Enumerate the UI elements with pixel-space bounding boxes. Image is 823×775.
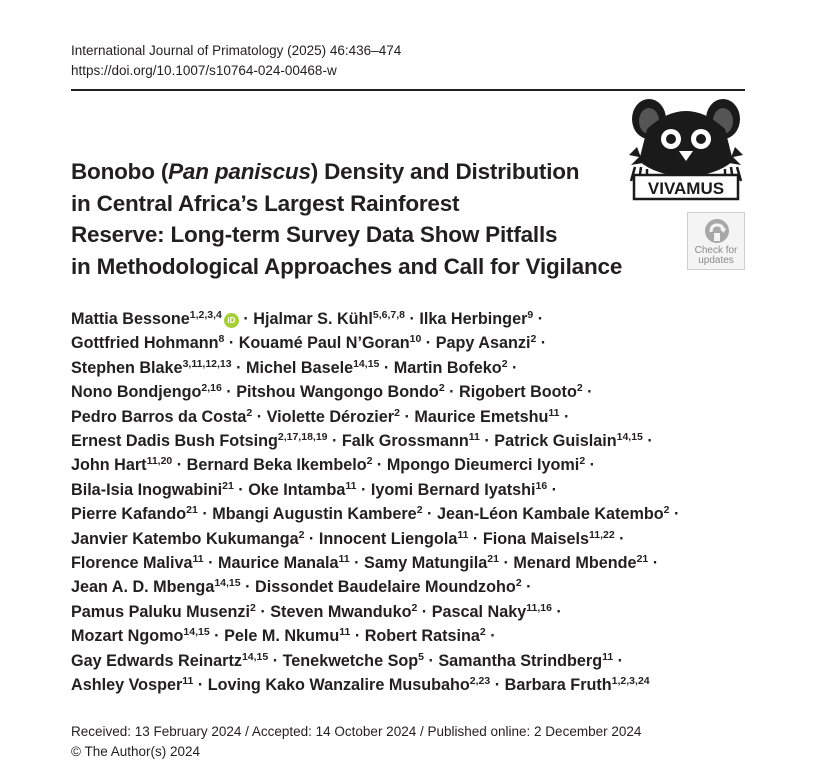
affiliation-marker[interactable]: 16 [535, 480, 548, 493]
author-separator: · [350, 627, 365, 646]
author-line [71, 453, 761, 477]
author-name[interactable]: Janvier Katembo Kukumanga [71, 529, 299, 548]
author-name[interactable]: Rigobert Booto [459, 383, 577, 402]
journal-citation [71, 41, 401, 81]
author-line [71, 600, 761, 624]
author-separator: · [405, 310, 420, 328]
vivamus-logo-text: VIVAMUS [647, 179, 725, 198]
author-line [71, 575, 761, 599]
affiliation-marker[interactable]: 14,15 [183, 626, 210, 639]
author-name[interactable]: Kouamé Paul N’Goran [238, 334, 410, 353]
author-name[interactable]: Fiona Maisels [482, 529, 589, 548]
journal-volume-line: International Journal of Primatology (2025) 46:436–474 [71, 43, 402, 58]
author-list [71, 307, 761, 698]
author-separator: · [255, 602, 271, 621]
author-separator: · [536, 334, 547, 353]
check-updates-label [688, 246, 744, 266]
article-title [71, 156, 631, 282]
author-name[interactable]: Pedro Barros da Costa [71, 407, 247, 426]
author-separator: · [209, 627, 225, 646]
affiliation-marker[interactable]: 11 [345, 480, 357, 493]
author-line [71, 551, 761, 575]
author-separator: · [221, 383, 237, 402]
author-line [71, 649, 761, 673]
author-separator: · [498, 554, 514, 573]
affiliation-marker[interactable]: 21 [186, 504, 198, 517]
author-separator: · [585, 456, 596, 475]
author-name[interactable]: Martin Bofeko [393, 358, 502, 377]
author-separator: · [304, 529, 319, 548]
author-line [71, 502, 761, 526]
affiliation-marker[interactable]: 14,15 [241, 650, 269, 663]
author-separator: · [642, 432, 653, 451]
author-separator: · [490, 676, 505, 695]
author-separator: · [547, 480, 558, 499]
author-name[interactable]: Pamus Paluku Musenzi [71, 602, 251, 621]
author-line [71, 673, 761, 697]
author-separator: · [423, 651, 439, 670]
author-name[interactable]: Bernard Beka Ikembelo [186, 456, 367, 475]
author-name[interactable]: Maurice Manala [217, 554, 339, 573]
author-name[interactable]: Mbangi Augustin Kambere [212, 505, 417, 524]
author-name[interactable]: Hjalmar S. Kühl [253, 310, 373, 328]
author-name[interactable]: Gay Edwards Reinartz [71, 651, 242, 670]
affiliation-marker[interactable]: 1,2,3,24 [611, 675, 650, 688]
author-separator: · [551, 602, 562, 621]
affiliation-marker[interactable]: 21 [222, 480, 234, 493]
author-separator: · [479, 432, 495, 451]
author-name[interactable]: Ernest Dadis Bush Fotsing [71, 432, 278, 451]
author-name[interactable]: Bila-Isia Inogwabini [71, 480, 223, 499]
author-name[interactable]: Barbara Fruth [504, 676, 612, 695]
author-separator: · [417, 602, 432, 621]
author-separator: · [268, 651, 283, 670]
affiliation-marker[interactable]: 11 [457, 528, 469, 541]
affiliation-marker[interactable]: 1,2,3,4 [189, 309, 222, 322]
affiliation-marker[interactable]: 9 [527, 309, 534, 322]
author-name[interactable]: Maurice Emetshu [414, 407, 549, 426]
affiliation-marker[interactable]: 2,16 [201, 382, 222, 395]
author-name[interactable]: Steven Mwanduko [270, 602, 412, 621]
author-separator: · [372, 456, 387, 475]
affiliation-marker[interactable]: 14,15 [353, 358, 380, 371]
author-name[interactable]: Pierre Kafando [71, 505, 187, 524]
author-separator: · [172, 456, 187, 475]
title-line-2: in Central Africa’s Largest Rainforest [71, 190, 460, 216]
publication-dates: Received: 13 February 2024 / Accepted: 14 October 2024 / Published online: 2 December 2024 [71, 724, 642, 739]
author-name[interactable]: Jean A. D. Mbenga [71, 578, 215, 597]
author-separator: · [399, 407, 415, 426]
author-name[interactable]: Pitshou Wangongo Bondo [236, 383, 439, 402]
author-separator: · [193, 676, 208, 695]
affiliation-marker[interactable]: 2,23 [469, 675, 491, 688]
affiliation-marker[interactable]: 11 [602, 650, 614, 663]
author-name[interactable]: Pascal Naky [431, 602, 527, 621]
affiliation-marker[interactable]: 21 [487, 553, 499, 566]
author-separator: · [422, 505, 437, 524]
affiliation-marker[interactable]: 5 [418, 650, 424, 663]
copyright-notice: © The Author(s) 2024 [71, 744, 201, 759]
affiliation-marker[interactable]: 11 [548, 406, 560, 419]
author-separator: · [224, 334, 239, 353]
affiliation-marker[interactable]: 8 [218, 333, 225, 346]
author-line [71, 356, 761, 380]
title-line-3: Reserve: Long-term Survey Data Show Pitfalls [71, 222, 558, 247]
author-line [71, 624, 761, 648]
affiliation-marker[interactable]: 2 [479, 626, 486, 639]
vivamus-aye-aye-logo [627, 99, 745, 203]
affiliation-marker[interactable]: 10 [409, 333, 422, 346]
author-name[interactable]: Samantha Strindberg [438, 651, 603, 670]
author-name[interactable]: Mattia Bessone [71, 310, 190, 328]
affiliation-marker[interactable]: 11,20 [146, 455, 173, 468]
author-name[interactable]: Robert Ratsina [364, 627, 480, 646]
author-separator: · [203, 554, 218, 573]
author-separator: · [582, 383, 593, 402]
author-name[interactable]: Nono Bondjengo [71, 383, 202, 402]
affiliation-marker[interactable]: 2 [250, 602, 256, 615]
author-name[interactable]: Mpongo Dieumerci Iyomi [386, 456, 580, 475]
author-separator: · [197, 505, 213, 524]
author-name[interactable]: Tenekwetche Sop [282, 651, 419, 670]
author-separator: · [614, 529, 625, 548]
author-separator: · [252, 407, 267, 426]
affiliation-marker[interactable]: 2 [501, 358, 508, 371]
author-name[interactable]: Jean-Léon Kambale Katembo [436, 505, 664, 524]
author-name[interactable]: Falk Grossmann [341, 432, 469, 451]
author-name[interactable]: Florence Maliva [71, 554, 193, 573]
author-separator: · [238, 310, 254, 328]
check-updates-line2: updates [698, 255, 734, 266]
author-separator: · [349, 554, 365, 573]
author-name[interactable]: Oke Intamba [248, 480, 346, 499]
author-name[interactable]: Gottfried Hohmann [71, 334, 219, 353]
header-rule [71, 89, 745, 91]
author-name[interactable]: Ilka Herbinger [419, 310, 528, 328]
author-name[interactable]: Ashley Vosper [71, 676, 183, 695]
author-name[interactable]: Innocent Liengola [318, 529, 458, 548]
affiliation-marker[interactable]: 2 [438, 382, 445, 395]
author-separator: · [444, 383, 460, 402]
affiliation-marker[interactable]: 2 [579, 455, 586, 468]
affiliation-marker[interactable]: 11,22 [588, 528, 615, 541]
affiliation-marker[interactable]: 2 [576, 382, 583, 395]
affiliation-marker[interactable]: 2 [416, 504, 423, 517]
author-line [71, 380, 761, 404]
article-history [71, 722, 641, 762]
author-line [71, 527, 761, 551]
author-name[interactable]: Dissondet Baudelaire Moundzoho [255, 578, 516, 597]
author-name[interactable]: Iyomi Bernard Iyatshi [370, 480, 536, 499]
author-separator: · [421, 334, 436, 353]
affiliation-marker[interactable]: 2 [394, 406, 400, 419]
author-name[interactable]: Papy Asanzi [435, 334, 531, 353]
affiliation-marker[interactable]: 2 [515, 577, 522, 590]
author-line [71, 331, 761, 355]
affiliation-marker[interactable]: 21 [636, 553, 649, 566]
affiliation-marker[interactable]: 11,16 [526, 602, 552, 615]
author-separator: · [613, 651, 624, 670]
author-separator: · [356, 480, 371, 499]
affiliation-marker[interactable]: 2 [663, 504, 670, 517]
affiliation-marker[interactable]: 2 [298, 528, 305, 541]
author-separator: · [379, 358, 394, 377]
affiliation-marker[interactable]: 2 [366, 455, 373, 468]
title-line-1-start: Bonobo ( [71, 159, 169, 184]
author-name[interactable]: Michel Basele [246, 358, 354, 377]
author-separator: · [533, 310, 544, 328]
author-separator: · [231, 358, 247, 377]
affiliation-marker[interactable]: 2 [530, 333, 537, 346]
title-line-4: in Methodological Approaches and Call for Vigilance [71, 253, 623, 279]
affiliation-marker[interactable]: 11 [468, 431, 480, 444]
author-line [71, 429, 761, 453]
species-name: Pan paniscus [168, 159, 311, 184]
author-separator: · [648, 554, 659, 573]
affiliation-marker[interactable]: 14,15 [616, 431, 643, 444]
author-line [71, 478, 761, 502]
title-line-1 [71, 156, 631, 188]
affiliation-marker[interactable]: 2 [246, 406, 253, 419]
author-name[interactable]: Patrick Guislain [494, 432, 617, 451]
affiliation-marker[interactable]: 11 [192, 553, 204, 566]
affiliation-marker[interactable]: 3,11,12,13 [182, 358, 232, 371]
author-separator: · [669, 505, 680, 524]
affiliation-marker[interactable]: 11 [182, 675, 194, 688]
author-separator: · [327, 432, 342, 451]
author-name[interactable]: Stephen Blake [71, 358, 183, 377]
affiliation-marker[interactable]: 2 [411, 602, 418, 615]
author-name[interactable]: Samy Matungila [364, 554, 488, 573]
title-line-1-end: ) Density and Distribution [310, 159, 580, 184]
author-name[interactable]: Loving Kako Wanzalire Musubaho [207, 676, 470, 695]
check-updates-icon [703, 217, 731, 245]
author-separator: · [559, 407, 570, 426]
author-separator: · [233, 480, 249, 499]
affiliation-marker[interactable]: 5,6,7,8 [372, 309, 406, 322]
author-line [71, 405, 761, 429]
author-separator: · [240, 578, 255, 597]
check-for-updates-badge[interactable] [687, 212, 745, 270]
orcid-icon[interactable]: iD [224, 313, 239, 328]
author-name[interactable]: Mozart Ngomo [71, 627, 184, 646]
affiliation-marker[interactable]: 11 [339, 626, 351, 639]
affiliation-marker[interactable]: 2,17,18,19 [277, 431, 328, 444]
author-name[interactable]: Pele M. Nkumu [224, 627, 340, 646]
author-name[interactable]: Menard Mbende [513, 554, 637, 573]
author-separator: · [468, 529, 483, 548]
affiliation-marker[interactable]: 14,15 [214, 577, 241, 590]
affiliation-marker[interactable]: 11 [338, 553, 350, 566]
author-separator: · [507, 358, 518, 377]
doi-link[interactable]: https://doi.org/10.1007/s10764-024-00468-w [71, 63, 337, 78]
check-updates-line1: Check for [694, 245, 738, 256]
author-name[interactable]: Violette Dérozier [266, 407, 395, 426]
author-line [71, 307, 761, 331]
author-separator: · [485, 627, 496, 646]
author-name[interactable]: John Hart [71, 456, 147, 475]
author-separator: · [521, 578, 532, 597]
